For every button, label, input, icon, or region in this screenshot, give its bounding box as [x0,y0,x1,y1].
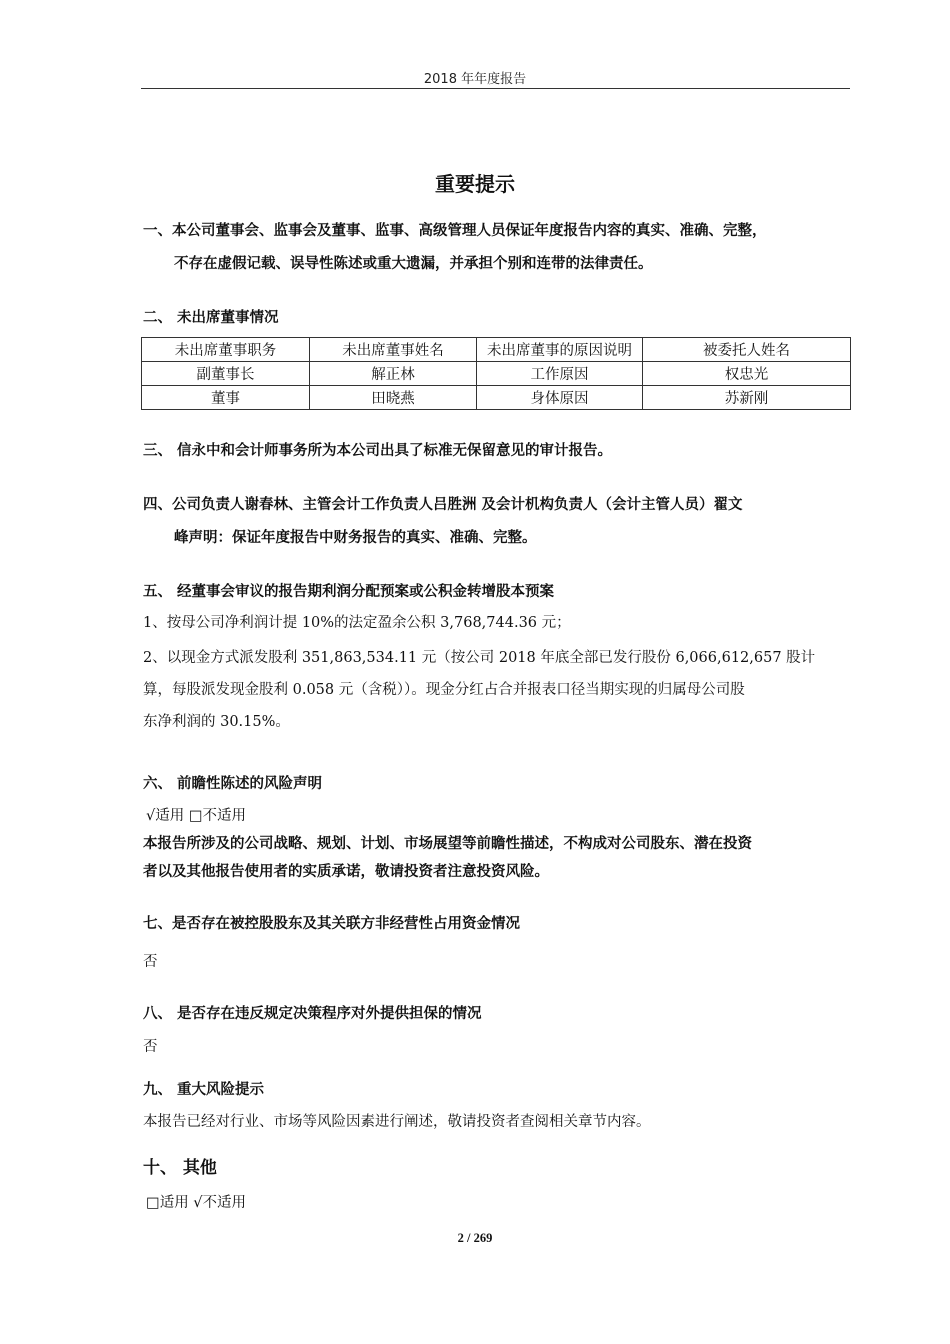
table-cell: 工作原因 [477,362,643,386]
section-9-text: 本报告已经对行业、市场等风险因素进行阐述，敬请投资者查阅相关章节内容。 [143,1114,651,1130]
section-6-line-2: 者以及其他报告使用者的实质承诺，敬请投资者注意投资风险。 [143,864,549,880]
section-7-answer: 否 [143,954,158,970]
table-row [142,386,851,410]
table-cell: 身体原因 [477,386,643,410]
table-header-cell: 未出席董事职务 [142,338,310,362]
section-6-applicability: √适用 □不适用 [146,808,247,824]
section-4-line-1: 四、公司负责人谢春林、主管会计工作负责人吕胜洲 及会计机构负责人（会计主管人员）翟文 [143,497,743,513]
header-rule [141,88,850,89]
section-5-item-2-line-2: 算，每股派发现金股利 0.058 元（含税））。现金分红占合并报表口径当期实现的归属母公司股 [143,682,745,698]
section-5-item-2-line-3: 东净利润的 30.15%。 [143,714,290,730]
section-9-heading: 九、 重大风险提示 [143,1082,265,1098]
section-6-line-1: 本报告所涉及的公司战略、规划、计划、市场展望等前瞻性描述，不构成对公司股东、潜在投资 [143,836,752,852]
section-2-heading: 二、 未出席董事情况 [143,310,279,326]
table-header-cell: 未出席董事姓名 [310,338,477,362]
page-title: 重要提示 [435,172,515,196]
table-cell: 解正林 [310,362,477,386]
section-4-line-2: 峰声明：保证年度报告中财务报告的真实、准确、完整。 [174,530,537,546]
table-cell: 董事 [142,386,310,410]
section-8-heading: 八、 是否存在违反规定决策程序对外提供担保的情况 [143,1006,482,1022]
table-header-cell: 被委托人姓名 [643,338,851,362]
section-10-heading: 十、 其他 [143,1158,217,1178]
table-header-cell: 未出席董事的原因说明 [477,338,643,362]
section-10-applicability: □适用 √不适用 [146,1195,247,1211]
table-header-row [142,338,851,362]
table-cell: 苏新刚 [643,386,851,410]
table-cell: 权忠光 [643,362,851,386]
section-8-answer: 否 [143,1039,158,1055]
section-1-line-1: 一、本公司董事会、监事会及董事、监事、高级管理人员保证年度报告内容的真实、准确、完整， [143,223,767,239]
table-row [142,362,851,386]
section-5-heading: 五、 经董事会审议的报告期利润分配预案或公积金转增股本预案 [143,584,555,600]
section-7-heading: 七、是否存在被控股股东及其关联方非经营性占用资金情况 [143,916,520,932]
table-cell: 副董事长 [142,362,310,386]
section-1-line-2: 不存在虚假记载、误导性陈述或重大遗漏，并承担个别和连带的法律责任。 [174,256,653,272]
running-header: 2018 年年度报告 [423,72,527,87]
section-6-heading: 六、 前瞻性陈述的风险声明 [143,776,323,792]
section-3-text: 三、 信永中和会计师事务所为本公司出具了标准无保留意见的审计报告。 [143,443,613,459]
absent-directors-table [141,337,851,410]
section-5-item-1: 1、按母公司净利润计提 10%的法定盈余公积 3,768,744.36 元； [143,615,571,631]
section-5-item-2-line-1: 2、以现金方式派发股利 351,863,534.11 元（按公司 2018 年底全部已发行股份 6,066,612,657 股计 [143,650,816,666]
page-number: 2 / 269 [457,1231,493,1245]
table-cell: 田晓燕 [310,386,477,410]
